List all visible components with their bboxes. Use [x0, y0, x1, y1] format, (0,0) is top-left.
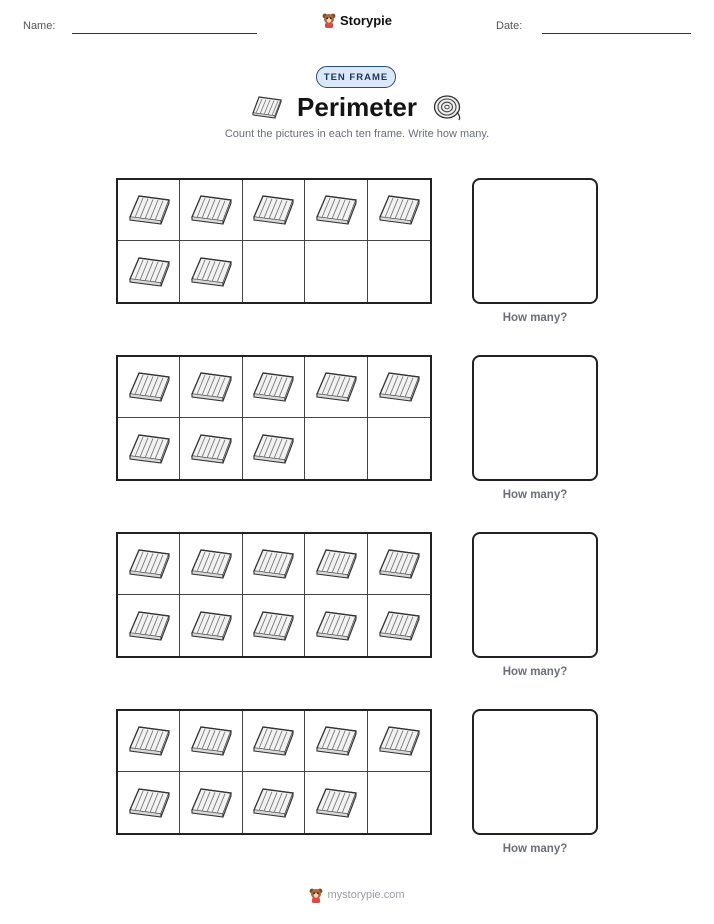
- instructions: Count the pictures in each ten frame. Write how many.: [224, 128, 490, 140]
- name-label: Name:: [23, 20, 56, 32]
- ten-frame-cell: [118, 180, 180, 241]
- ten-frame-cell: [368, 241, 430, 302]
- page-title: Perimeter: [297, 92, 417, 122]
- footer: [0, 887, 714, 903]
- ten-frame-cell: [118, 357, 180, 418]
- mattress-icon: [250, 724, 296, 758]
- name-line[interactable]: [72, 33, 257, 34]
- ten-frame-cell: [243, 241, 305, 302]
- ten-frame-cell: [368, 534, 430, 595]
- ten-frame-3: [116, 532, 432, 658]
- mattress-icon: [313, 786, 359, 820]
- ten-frame-cell: [368, 772, 430, 833]
- ten-frame-cell: [368, 711, 430, 772]
- mattress-icon: [126, 255, 172, 289]
- ten-frame-4: [116, 709, 432, 835]
- brand-name: Storypie: [339, 12, 392, 28]
- ten-frame-cell: [118, 534, 180, 595]
- ten-frame-cell: [180, 180, 242, 241]
- ten-frame-cell: [243, 772, 305, 833]
- mattress-icon: [126, 609, 172, 643]
- ten-frame-cell: [180, 357, 242, 418]
- ten-frame-1: [116, 178, 432, 304]
- ten-frame-cell: [180, 595, 242, 656]
- answer-box-3[interactable]: [472, 532, 598, 658]
- ten-frame-cell: [118, 418, 180, 479]
- mattress-icon: [313, 547, 359, 581]
- date-label: Date:: [496, 20, 523, 32]
- mattress-icon: [376, 609, 422, 643]
- mattress-icon: [188, 786, 234, 820]
- footer-url: mystorypie.com: [327, 889, 405, 901]
- how-many-label-4: How many?: [502, 843, 568, 855]
- ten-frame-cell: [118, 241, 180, 302]
- mattress-icon: [126, 370, 172, 404]
- mattress-icon: [376, 724, 422, 758]
- storypie-bear-icon: [322, 12, 336, 28]
- rope-coil-icon: [432, 93, 462, 121]
- mattress-icon: [250, 786, 296, 820]
- answer-box-1[interactable]: [472, 178, 598, 304]
- mattress-icon: [188, 609, 234, 643]
- date-line[interactable]: [542, 33, 691, 34]
- mattress-icon: [250, 432, 296, 466]
- ten-frame-2: [116, 355, 432, 481]
- ten-frame-cell: [243, 595, 305, 656]
- mattress-icon: [313, 193, 359, 227]
- answer-box-2[interactable]: [472, 355, 598, 481]
- ten-frame-cell: [305, 180, 367, 241]
- mattress-icon: [376, 547, 422, 581]
- ten-frame-cell: [368, 180, 430, 241]
- ten-frame-cell: [305, 711, 367, 772]
- ten-frame-cell: [305, 772, 367, 833]
- ten-frame-cell: [180, 534, 242, 595]
- ten-frame-cell: [243, 357, 305, 418]
- mattress-icon: [126, 724, 172, 758]
- ten-frame-cell: [118, 595, 180, 656]
- mattress-icon: [376, 370, 422, 404]
- mattress-icon: [376, 193, 422, 227]
- mattress-icon: [188, 432, 234, 466]
- ten-frame-cell: [180, 772, 242, 833]
- mattress-icon: [313, 370, 359, 404]
- ten-frame-cell: [243, 711, 305, 772]
- mattress-icon: [188, 547, 234, 581]
- ten-frame-cell: [243, 418, 305, 479]
- how-many-label-1: How many?: [502, 312, 568, 324]
- mattress-icon: [313, 724, 359, 758]
- mattress-icon: [250, 193, 296, 227]
- ten-frame-cell: [180, 241, 242, 302]
- mattress-icon: [188, 193, 234, 227]
- brand-logo: [0, 12, 714, 28]
- mattress-icon: [126, 547, 172, 581]
- mattress-icon: [126, 786, 172, 820]
- ten-frame-cell: [180, 418, 242, 479]
- how-many-label-3: How many?: [502, 666, 568, 678]
- mattress-icon: [188, 370, 234, 404]
- mattress-icon: [313, 609, 359, 643]
- ten-frame-cell: [305, 418, 367, 479]
- ten-frame-cell: [243, 180, 305, 241]
- mattress-icon: [126, 193, 172, 227]
- ten-frame-cell: [118, 772, 180, 833]
- mattress-icon: [188, 255, 234, 289]
- ten-frame-cell: [243, 534, 305, 595]
- mattress-icon: [250, 547, 296, 581]
- mattress-icon: [126, 432, 172, 466]
- ten-frame-cell: [305, 357, 367, 418]
- ten-frame-badge: TEN FRAME: [316, 66, 396, 88]
- ten-frame-cell: [180, 711, 242, 772]
- storypie-bear-icon: [309, 887, 323, 903]
- how-many-label-2: How many?: [502, 489, 568, 501]
- mattress-icon: [250, 370, 296, 404]
- ten-frame-cell: [368, 357, 430, 418]
- ten-frame-cell: [368, 595, 430, 656]
- ten-frame-cell: [118, 711, 180, 772]
- ten-frame-cell: [368, 418, 430, 479]
- mattress-icon: [188, 724, 234, 758]
- ten-frame-cell: [305, 595, 367, 656]
- answer-box-4[interactable]: [472, 709, 598, 835]
- mattress-icon: [250, 609, 296, 643]
- ten-frame-cell: [305, 241, 367, 302]
- ten-frame-cell: [305, 534, 367, 595]
